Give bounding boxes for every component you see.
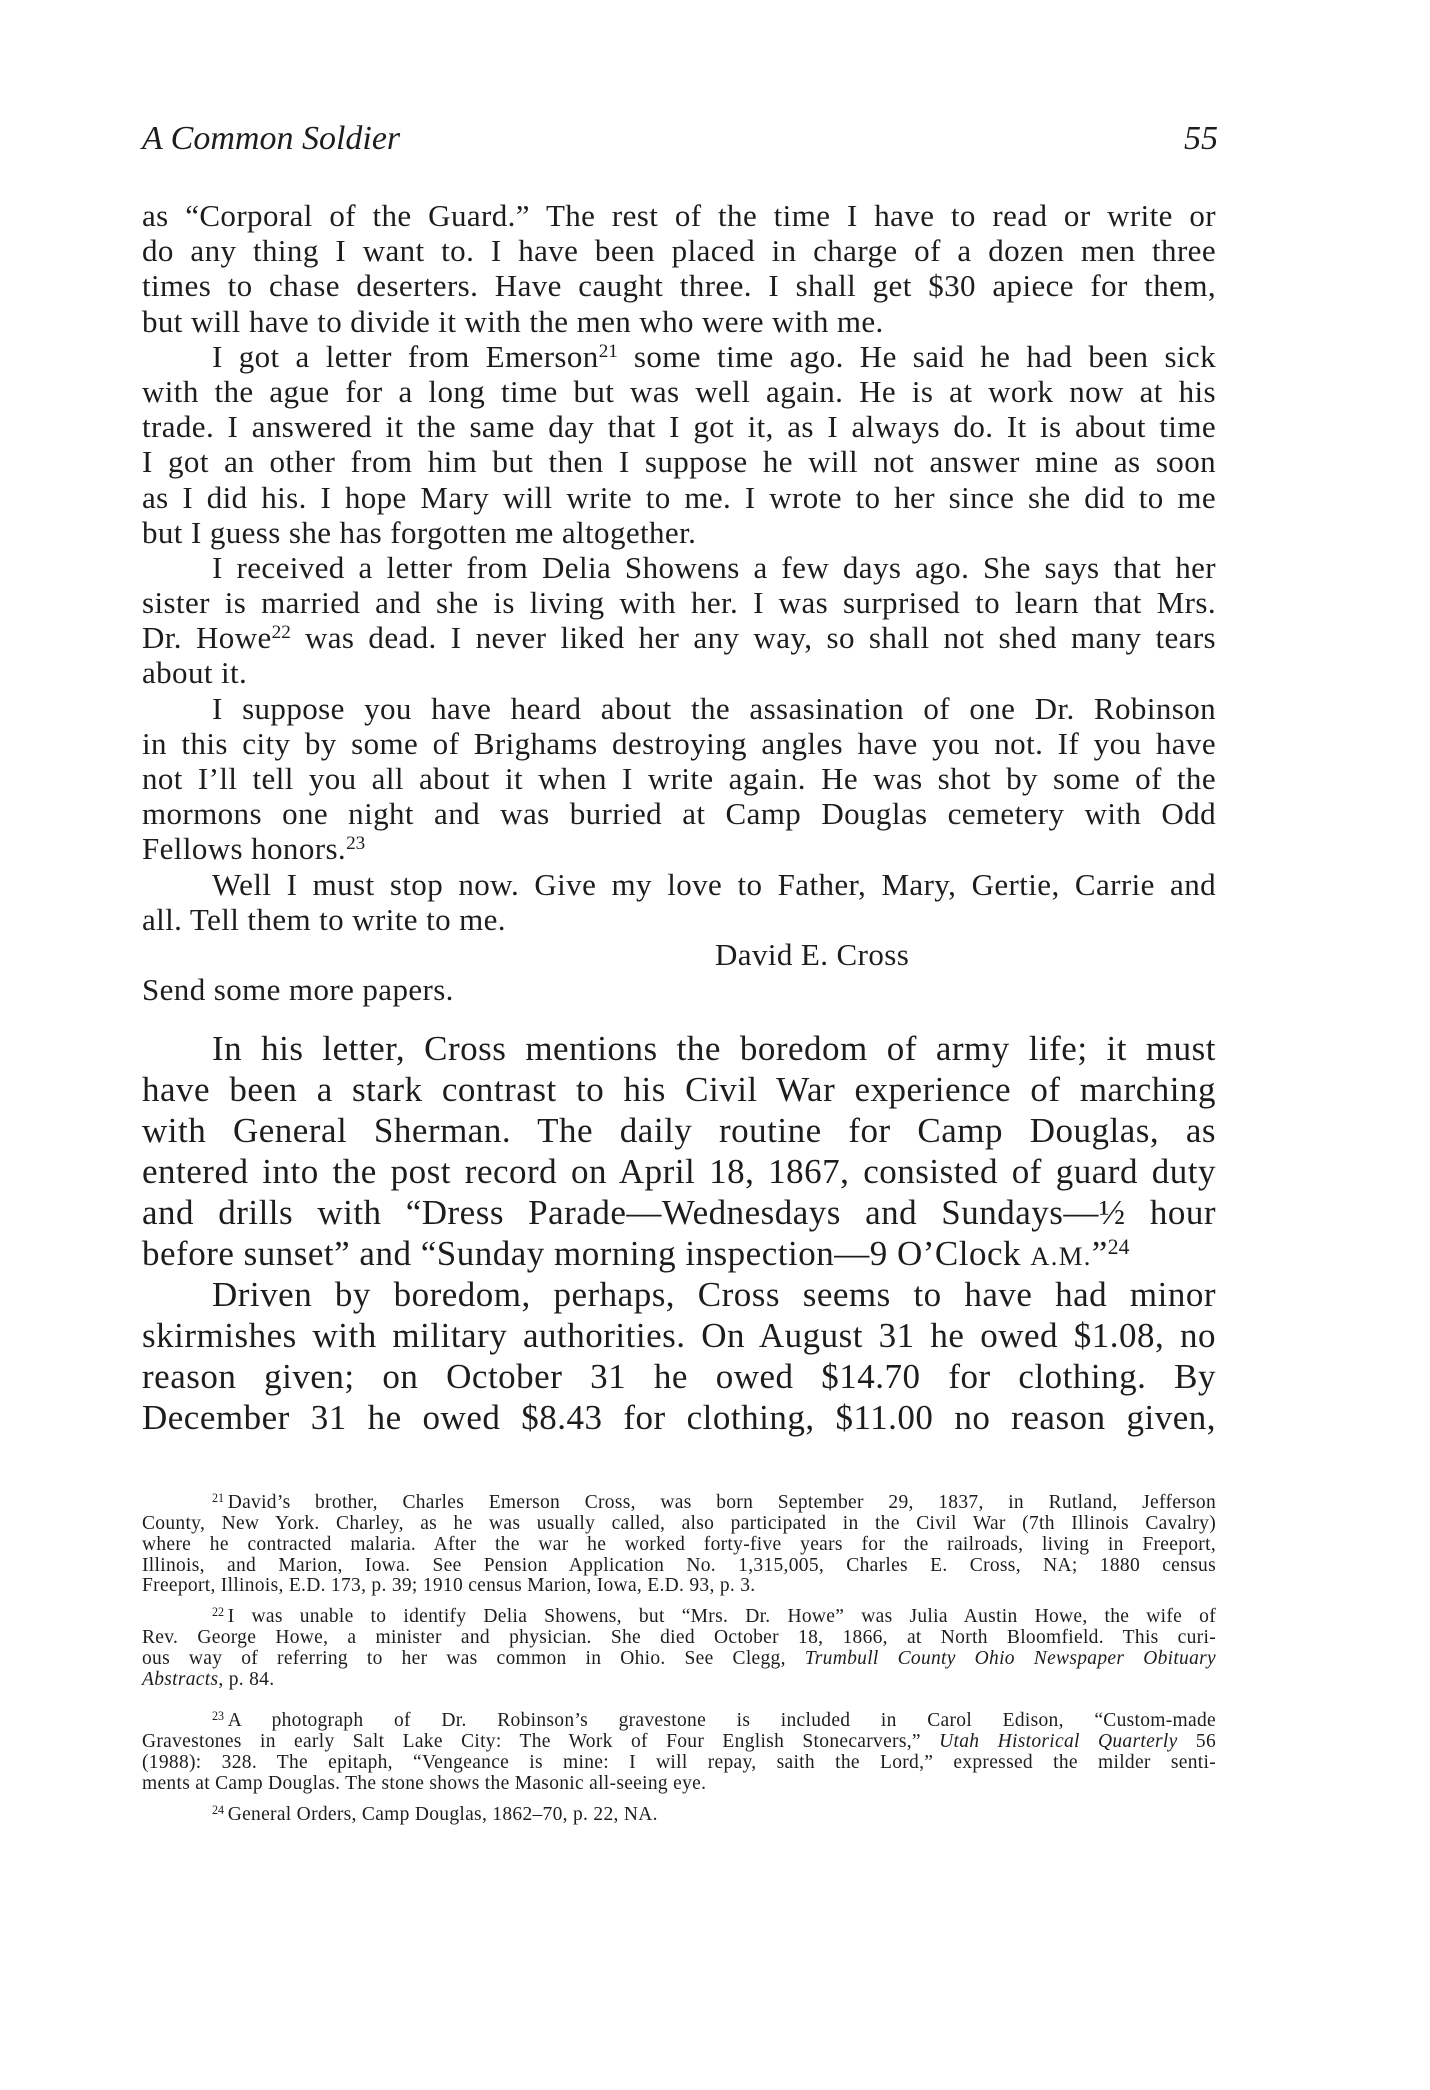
text-run: not I’ll tell you all about it when I write again. He was shot by some of the xyxy=(142,761,1216,796)
footnote xyxy=(142,1708,1216,1794)
text-run: and drills with “Dress Parade—Wednesdays and Sundays—½ hour xyxy=(142,1193,1216,1233)
text-run: about it. xyxy=(142,655,248,691)
text-line xyxy=(142,1649,1216,1670)
text-line xyxy=(142,796,1216,831)
text-line xyxy=(142,304,1216,339)
text-run: In his letter, Cross mentions the boredom of army life; it must xyxy=(212,1029,1216,1068)
text-run: Fellows honors. xyxy=(142,831,347,867)
text-line xyxy=(142,761,1216,796)
text-line xyxy=(142,1802,1216,1826)
text-run: all. Tell them to write to me. xyxy=(142,901,506,937)
footnote-reference: 24 xyxy=(1107,1234,1130,1259)
footnote xyxy=(142,1604,1217,1690)
text-line xyxy=(142,1490,1216,1514)
text-line xyxy=(142,1069,1216,1110)
text-line xyxy=(142,1774,1216,1795)
letter-postscript: Send some more papers. xyxy=(142,972,454,1008)
text-run: Illinois, and Marion, Iowa. See Pension Application No. 1,315,005, Charles E. Cross, NA; 1880 census xyxy=(142,1554,1216,1576)
text-line xyxy=(142,1151,1216,1192)
footnote xyxy=(142,1802,1216,1826)
text-run: Dr. Howe xyxy=(142,620,272,656)
text-run: County, New York. Charley, as he was usually called, also participated in the Civil War (7th Illinois Cavalry) xyxy=(142,1512,1216,1534)
text-line xyxy=(142,233,1216,268)
body-paragraph xyxy=(142,1274,1216,1438)
text-run: Freeport, Illinois, E.D. 173, p. 39; 1910 census Marion, Iowa, E.D. 93, p. 3. xyxy=(142,1575,756,1597)
text-line xyxy=(142,409,1216,444)
text-run: some time ago. He said he had been sick xyxy=(617,338,1216,374)
text-run: do any thing I want to. I have been placed in charge of a dozen men three xyxy=(142,233,1216,269)
text-run: p. 84. xyxy=(223,1668,275,1690)
text-line xyxy=(142,1604,1216,1628)
text-run: I got a letter from Emerson xyxy=(212,338,599,374)
text-line xyxy=(142,444,1216,479)
text-line xyxy=(142,726,1216,761)
text-run: entered into the post record on April 18, 1867, consisted of guard duty xyxy=(142,1152,1216,1192)
text-run: in this city by some of Brighams destroying angles have you not. If you have xyxy=(142,725,1216,761)
letter-paragraph xyxy=(142,339,1216,550)
text-run: A photograph of Dr. Robinson’s gravestone is included in Carol Edison, “Custom-made xyxy=(227,1710,1216,1731)
text-line xyxy=(142,1708,1216,1732)
text-line xyxy=(142,1397,1216,1438)
text-run: as “Corporal of the Guard.” The rest of the time I have to read or write or xyxy=(142,198,1216,233)
footnote-number: 22 xyxy=(212,1604,225,1619)
text-run: as I did his. I hope Mary will write to me. I wrote to her since she did to me xyxy=(142,479,1216,515)
italic-text: Abstracts, xyxy=(142,1668,224,1690)
letter-paragraph xyxy=(142,691,1216,867)
text-line xyxy=(142,902,1216,937)
text-line xyxy=(142,1576,1216,1597)
text-line xyxy=(142,480,1216,515)
footnote-number: 24 xyxy=(212,1802,225,1817)
text-run: ” xyxy=(1091,1234,1108,1274)
text-run: skirmishes with military authorities. On August 31 he owed $1.08, no xyxy=(142,1316,1216,1356)
text-run: Well I must stop now. Give my love to Father, Mary, Gertie, Carrie and xyxy=(212,866,1216,902)
running-head xyxy=(142,119,1218,159)
letter-paragraph xyxy=(142,198,1216,339)
text-run: trade. I answered it the same day that I got it, as I always do. It is about time xyxy=(142,409,1216,445)
running-head-title: A Common Soldier xyxy=(142,120,401,157)
text-line xyxy=(142,655,1216,690)
text-run: was dead. I never liked her any way, so shall not shed many tears xyxy=(290,620,1217,656)
text-run: General Orders, Camp Douglas, 1862–70, p. 22, NA. xyxy=(227,1804,658,1825)
text-line xyxy=(142,268,1216,303)
letter-signature: David E. Cross xyxy=(715,936,910,972)
text-line xyxy=(142,1028,1216,1069)
text-run: I suppose you have heard about the assasination of one Dr. Robinson xyxy=(212,690,1216,726)
text-line xyxy=(142,1556,1216,1577)
text-line xyxy=(142,515,1216,550)
footnote xyxy=(142,1490,1216,1597)
text-run: reason given; on October 31 he owed $14.70 for clothing. By xyxy=(142,1357,1216,1397)
text-run: I was unable to identify Delia Showens, but “Mrs. Dr. Howe” was Julia Austin Howe, the wife of xyxy=(227,1606,1216,1627)
body-text xyxy=(142,1028,1216,1438)
footnote-number: 21 xyxy=(212,1490,225,1505)
italic-text: Utah Historical Quarterly xyxy=(939,1730,1178,1752)
text-line xyxy=(142,1110,1216,1151)
text-line xyxy=(142,1233,1216,1274)
text-run: but will have to divide it with the men who were with me. xyxy=(142,303,884,339)
text-line xyxy=(142,1356,1216,1397)
footnote-reference: 21 xyxy=(598,340,618,362)
italic-text: Trumbull County Ohio Newspaper Obituary xyxy=(804,1647,1217,1669)
letter-text xyxy=(142,198,1216,1007)
text-line xyxy=(142,1514,1216,1535)
footnote-reference: 22 xyxy=(271,622,291,644)
text-run: (1988): 328. The epitaph, “Vengeance is mine: I will repay, saith the Lord,” expressed the milder senti- xyxy=(142,1751,1216,1773)
text-run: December 31 he owed $8.43 for clothing, $11.00 no reason given, xyxy=(142,1398,1216,1438)
text-run: with General Sherman. The daily routine for Camp Douglas, as xyxy=(142,1111,1216,1151)
text-run: 56 xyxy=(1177,1730,1216,1752)
text-line xyxy=(142,585,1216,620)
text-run: David’s brother, Charles Emerson Cross, was born September 29, 1837, in Rutland, Jefferson xyxy=(227,1492,1216,1513)
text-run: sister is married and she is living with her. I was surprised to learn that Mrs. xyxy=(142,585,1216,621)
text-run: where he contracted malaria. After the war he worked forty-five years for the railroads, living in Freeport, xyxy=(142,1533,1216,1555)
text-line xyxy=(142,1192,1216,1233)
text-line xyxy=(142,550,1216,585)
small-caps-text: A.M. xyxy=(1030,1241,1092,1272)
text-run: have been a stark contrast to his Civil War experience of marching xyxy=(142,1070,1216,1110)
text-run: Driven by boredom, perhaps, Cross seems to have had minor xyxy=(212,1275,1216,1315)
text-run: Gravestones in early Salt Lake City: The Work of Four English Stonecarvers,” xyxy=(142,1730,940,1752)
text-run: I received a letter from Delia Showens a few days ago. She says that her xyxy=(212,549,1216,585)
text-line xyxy=(142,374,1216,409)
text-run: but I guess she has forgotten me altogether. xyxy=(142,514,697,550)
letter-paragraph xyxy=(142,867,1216,937)
text-line xyxy=(142,831,1216,866)
letter-paragraph xyxy=(142,550,1216,691)
text-line xyxy=(142,1670,1216,1691)
footnote-reference: 23 xyxy=(346,833,366,855)
footnote-number: 23 xyxy=(212,1708,225,1723)
text-line xyxy=(142,1274,1216,1315)
text-line xyxy=(142,1315,1216,1356)
text-line xyxy=(142,1628,1216,1649)
text-line xyxy=(142,339,1216,374)
text-run: times to chase deserters. Have caught three. I shall get $30 apiece for them, xyxy=(142,268,1216,304)
body-paragraph xyxy=(142,1028,1216,1274)
text-line xyxy=(142,1732,1216,1753)
text-line xyxy=(142,867,1216,902)
text-line xyxy=(142,1753,1216,1774)
text-line xyxy=(142,1535,1216,1556)
text-run: before sunset” and “Sunday morning inspection—9 O’Clock xyxy=(142,1234,1031,1274)
text-run: I got an other from him but then I suppose he will not answer mine as soon xyxy=(142,444,1216,480)
text-run: mormons one night and was burried at Camp Douglas cemetery with Odd xyxy=(142,796,1216,832)
text-run: ous way of referring to her was common in Ohio. See Clegg, xyxy=(142,1647,805,1669)
text-line xyxy=(142,691,1216,726)
text-run: Rev. George Howe, a minister and physician. She died October 18, 1866, at North Bloomfield. This curi- xyxy=(142,1626,1216,1648)
text-line xyxy=(142,620,1216,655)
page-number: 55 xyxy=(1184,120,1218,157)
text-run: with the ague for a long time but was well again. He is at work now at his xyxy=(142,373,1216,409)
text-line xyxy=(142,198,1216,233)
text-run: ments at Camp Douglas. The stone shows the Masonic all-seeing eye. xyxy=(142,1772,707,1794)
